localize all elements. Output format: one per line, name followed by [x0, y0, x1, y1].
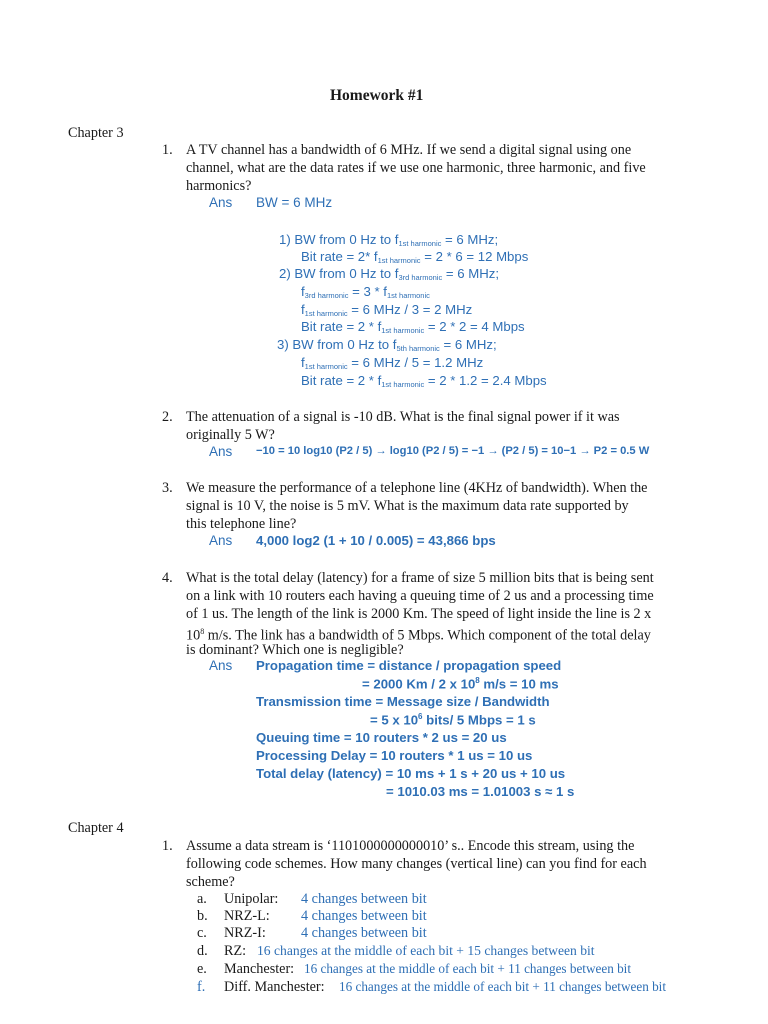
question-number: 3.	[162, 480, 173, 496]
answer-text: BW = 6 MHz	[256, 195, 333, 210]
question-text-line: The attenuation of a signal is -10 dB. What is the final signal power if it was	[186, 409, 620, 425]
answer-text: Total delay (latency) = 10 ms + 1 s + 20 us + 10 us	[256, 766, 566, 781]
list-item-answer: 16 changes at the middle of each bit + 11 changes between bit	[339, 979, 667, 994]
list-item-answer: 16 changes at the middle of each bit + 15 changes between bit	[257, 943, 595, 958]
answer-step: Bit rate = $2 * f_{1st harmonic} = 2 * 2 = 4$ Mbps	[301, 319, 525, 335]
question-text-line: Assume a data stream is ‘1101000000000010’ s.. Encode this stream, using the	[186, 838, 635, 854]
list-item-answer: 4 changes between bit	[301, 925, 427, 941]
question-text-line: scheme?	[186, 874, 235, 890]
answer-label: Ans	[209, 658, 233, 673]
chapter-3-heading: Chapter 3	[68, 125, 124, 141]
question-number: 2.	[162, 409, 173, 425]
question-text-line: $10^8$ m/s. The link has a bandwidth of 5 Mbps. Which component of the total delay	[186, 627, 651, 644]
question-text-line: channel, what are the data rates if we use one harmonic, three harmonic, and five	[186, 160, 646, 176]
answer-text: 4,000 log2 (1 + 10 / 0.005) = 43,866 bps	[256, 533, 496, 548]
question-text-line: on a link with 10 routers each having a queuing time of 2 us and a processing time	[186, 588, 654, 604]
answer-text: Transmission time = Message size / Bandwidth	[256, 694, 550, 709]
answer-step: Bit rate = 2* $f_{1st harmonic} = 2 * 6 = 12$ Mbps	[301, 249, 529, 265]
question-text-line: We measure the performance of a telephone line (4KHz of bandwidth). When the	[186, 480, 648, 496]
answer-step: 1) BW from 0 Hz to $f_{1st harmonic} = 6$ MHz;	[279, 232, 499, 248]
list-item-scheme: NRZ-L:	[224, 908, 270, 924]
question-text-line: What is the total delay (latency) for a frame of size 5 million bits that is being sent	[186, 570, 654, 586]
question-text-line: this telephone line?	[186, 516, 297, 532]
page-title: Homework #1	[330, 87, 424, 104]
question-text-line: is dominant? Which one is negligible?	[186, 642, 404, 658]
question-number: 1.	[162, 838, 173, 854]
list-item-scheme: RZ:	[224, 943, 247, 959]
answer-text: = 1010.03 ms = 1.01003 s ≈ 1 s	[386, 784, 575, 799]
answer-step: $f_{1st harmonic} = 6$ MHz / 5 = 1.2 MHz	[301, 355, 484, 371]
answer-label: Ans	[209, 444, 233, 459]
answer-text: Queuing time = 10 routers * 2 us = 20 us	[256, 730, 507, 745]
list-item-letter: e.	[197, 961, 207, 977]
question-number: 4.	[162, 570, 173, 586]
answer-step: Bit rate = $2 * f_{1st harmonic} = 2 * 1.2 = 2.4$ Mbps	[301, 373, 547, 389]
list-item-answer: 16 changes at the middle of each bit + 11 changes between bit	[304, 961, 632, 976]
list-item-answer: 4 changes between bit	[301, 891, 427, 907]
answer-label: Ans	[209, 533, 233, 548]
list-item-answer: 4 changes between bit	[301, 908, 427, 924]
list-item-scheme: NRZ-I:	[224, 925, 266, 941]
list-item-scheme: Unipolar:	[224, 891, 279, 907]
question-text-line: signal is 10 V, the noise is 5 mV. What is the maximum data rate supported by	[186, 498, 629, 514]
answer-step: 2) BW from 0 Hz to $f_{3rd harmonic} = 6$ MHz;	[279, 266, 500, 282]
answer-text: Propagation time = distance / propagation speed	[256, 658, 562, 673]
question-text-line: A TV channel has a bandwidth of 6 MHz. If we send a digital signal using one	[186, 142, 632, 158]
list-item-scheme: Manchester:	[224, 961, 295, 977]
list-item-letter: a.	[197, 891, 207, 907]
answer-step: 3) BW from 0 Hz to $f_{5th harmonic} = 6$ MHz;	[277, 337, 497, 353]
answer-text: −10 = 10 log10 (P2 / 5) → log10 (P2 / 5) = −1 → (P2 / 5) = 10−1 → P2 = 0.5 W	[256, 445, 650, 457]
answer-step: $f_{1st harmonic} = 6$ MHz / 3 = 2 MHz	[301, 302, 473, 318]
answer-text: = 5 x $10^6$ bits/ 5 Mbps = 1 s	[370, 712, 536, 728]
question-text-line: of 1 us. The length of the link is 2000 Km. The speed of light inside the line is 2 x	[186, 606, 652, 622]
question-number: 1.	[162, 142, 173, 158]
list-item-letter: c.	[197, 925, 207, 941]
question-text-line: harmonics?	[186, 178, 252, 194]
list-item-letter: d.	[197, 943, 208, 959]
answer-label: Ans	[209, 195, 233, 210]
question-text-line: following code schemes. How many changes (vertical line) can you find for each	[186, 856, 647, 872]
chapter-4-heading: Chapter 4	[68, 820, 124, 836]
list-item-letter: f.	[197, 979, 206, 995]
answer-text: = 2000 Km / 2 x $10^8$ m/s = 10 ms	[362, 676, 559, 692]
list-item-letter: b.	[197, 908, 208, 924]
answer-step: $f_{3rd harmonic} = 3 * f_{1st harmonic}$	[301, 284, 430, 300]
answer-text: Processing Delay = 10 routers * 1 us = 10 us	[256, 748, 533, 763]
list-item-scheme: Diff. Manchester:	[224, 979, 325, 995]
question-text-line: originally 5 W?	[186, 427, 275, 443]
